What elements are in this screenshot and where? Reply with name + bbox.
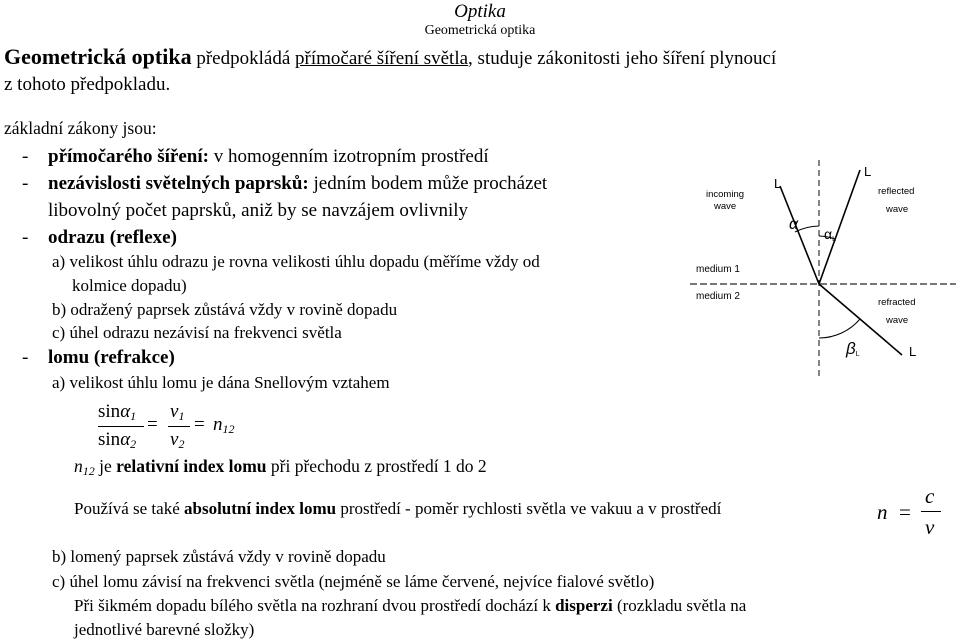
law-independence-title: nezávislosti světelných paprsků: — [48, 173, 309, 194]
absolute-index-term: absolutní index lomu — [184, 499, 337, 518]
medium-2-label: medium 2 — [696, 291, 740, 302]
beta-label: βL — [846, 339, 860, 358]
reflected-label-2: wave — [886, 204, 909, 215]
beta-arc — [819, 319, 860, 338]
law-refraction-title: lomu (refrakce) — [48, 347, 175, 368]
law-independence-cont: libovolný počet paprsků, aniž by se navzájem ovlivnily — [48, 200, 469, 221]
medium-1-label: medium 1 — [696, 264, 740, 275]
fraction-bar — [98, 426, 144, 427]
laws-heading: základní zákony jsou: — [4, 118, 157, 138]
alpha-label: α — [789, 216, 799, 233]
dispersion-term: disperzi — [555, 596, 613, 615]
formula-den-v: $v_2$ — [170, 429, 185, 451]
intro-paragraph — [4, 46, 776, 68]
relative-index-term: relativní index lomu — [116, 456, 267, 476]
alpha-l-label: αL — [824, 226, 836, 243]
refraction-c: c) úhel lomu závisí na frekvenci světla (nejméně se láme červené, nejvíce fialové světlo) — [52, 572, 655, 591]
fraction-bar — [921, 511, 941, 512]
formula-eq-1: = — [147, 414, 158, 435]
law-reflection-c: c) úhel odrazu nezávisí na frekvenci světla — [52, 323, 342, 342]
refracted-label-1: refracted — [878, 297, 916, 308]
formula-den-sin: sinα$_2$ — [98, 429, 137, 451]
bullet-dash: - — [22, 347, 29, 368]
dispersion-line: Při šikmém dopadu bílého světla na rozhraní dvou prostředí dochází k disperzi (rozkladu světla na — [74, 596, 747, 615]
page-header-title: Optika — [454, 1, 506, 22]
formula-n12: $n_{12}$ — [213, 414, 235, 436]
incoming-ray — [780, 186, 819, 284]
dispersion-line-2: jednotlivé barevné složky) — [74, 620, 255, 639]
incoming-label-2: wave — [714, 201, 737, 212]
law-refraction-a: a) velikost úhlu lomu je dána Snellovým vztahem — [52, 373, 390, 392]
intro-term: Geometrická optika — [4, 44, 192, 69]
intro-link: přímočaré šíření světla — [295, 48, 469, 69]
law-refraction — [22, 348, 175, 367]
page-header-subtitle: Geometrická optika — [424, 23, 536, 38]
reflected-label-1: reflected — [878, 186, 915, 197]
law-rectilinear-title: přímočarého šíření: — [48, 146, 209, 167]
law-rectilinear-text: v homogenním izotropním prostředí — [208, 146, 489, 167]
formula-eq-2: = — [194, 414, 205, 435]
absolute-index-line: Používá se také absolutní index lomu prostředí - poměr rychlosti světla ve vakuu a v prostředí — [74, 499, 722, 518]
law-reflection-title: odrazu (reflexe) — [48, 227, 177, 248]
law-reflection-b: b) odražený paprsek zůstává vždy v rovině dopadu — [52, 300, 398, 319]
intro-text-2: , studuje zákonitosti jeho šíření plynoucí — [468, 48, 777, 69]
law-independence — [22, 174, 547, 193]
formula-num-sin: sinα$_1$ — [98, 401, 137, 423]
bullet-dash: - — [22, 227, 29, 248]
formula-num-v: $v_1$ — [170, 401, 185, 423]
bullet-dash: - — [22, 146, 29, 167]
refraction-b: b) lomený paprsek zůstává vždy v rovině dopadu — [52, 547, 386, 566]
fraction-bar — [168, 426, 190, 427]
intro-text-1: předpokládá — [191, 48, 295, 69]
relative-index-line: $n_{12}$ je relativní index lomu při přechodu z prostředí 1 do 2 — [74, 456, 487, 478]
refraction-diagram — [688, 158, 956, 390]
law-rectilinear — [22, 147, 489, 166]
incoming-label-1: incoming — [706, 189, 745, 200]
refracted-L-label: L — [909, 344, 917, 359]
refracted-label-2: wave — [886, 315, 909, 326]
intro-line-2: z tohoto předpokladu. — [4, 74, 171, 95]
law-reflection-a: a) velikost úhlu odrazu je rovna velikosti úhlu dopadu (měříme vždy od — [52, 252, 540, 271]
law-reflection — [22, 228, 177, 247]
reflected-L-label: L — [864, 164, 872, 179]
bullet-dash: - — [22, 173, 29, 194]
law-independence-text: jedním bodem může procházet — [308, 173, 548, 194]
law-reflection-a-cont: kolmice dopadu) — [72, 276, 187, 295]
incoming-L-label: L — [774, 176, 782, 191]
